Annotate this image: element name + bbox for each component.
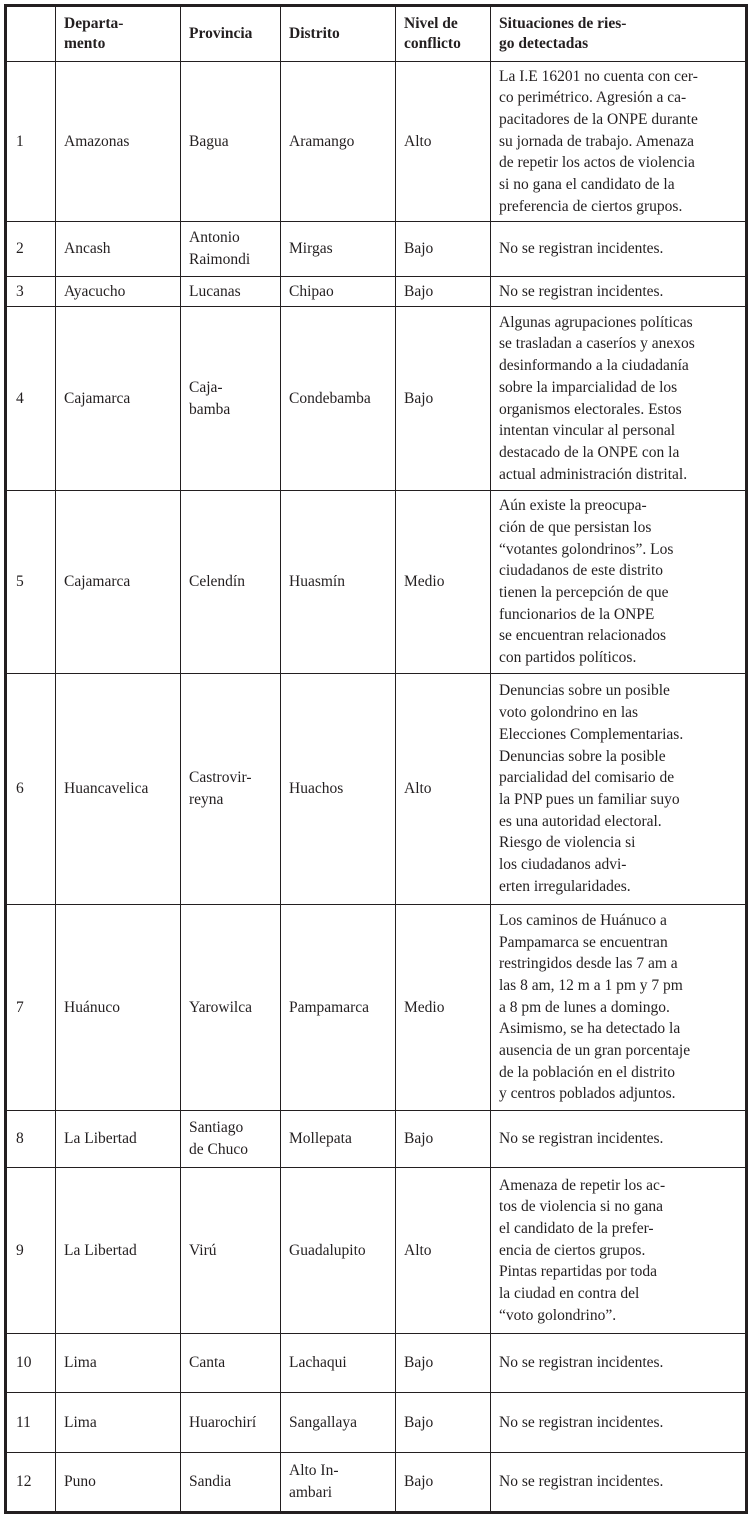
cell-number: 6	[6, 674, 56, 905]
cell-departamento: Lima	[56, 1334, 181, 1393]
table-row	[6, 1393, 747, 1453]
table-row	[6, 491, 747, 674]
table-row	[6, 1168, 747, 1334]
header-number	[6, 6, 56, 62]
table-row	[6, 277, 747, 307]
cell-number: 7	[6, 905, 56, 1111]
cell-departamento: Cajamarca	[56, 491, 181, 674]
table-row	[6, 905, 747, 1111]
cell-departamento: Cajamarca	[56, 307, 181, 491]
cell-provincia: Celendín	[181, 491, 281, 674]
cell-number: 12	[6, 1453, 56, 1513]
cell-distrito: Alto In- ambari	[281, 1453, 396, 1513]
header-situaciones-riesgo: Situaciones de ries- go detectadas	[491, 6, 747, 62]
cell-provincia: Caja- bamba	[181, 307, 281, 491]
cell-provincia: Santiago de Chuco	[181, 1111, 281, 1168]
cell-departamento: Lima	[56, 1393, 181, 1453]
cell-number: 3	[6, 277, 56, 307]
cell-distrito: Aramango	[281, 62, 396, 222]
cell-departamento: Ayacucho	[56, 277, 181, 307]
cell-provincia: Antonio Raimondi	[181, 222, 281, 277]
cell-situaciones-riesgo: Aún existe la preocupa- ción de que persistan los “votantes golondrinos”. Los ciudadanos de este distrito tienen la percepción de que funcionarios de la ONPE se encuentran relacionados con partidos políticos.	[491, 491, 747, 674]
cell-distrito: Huachos	[281, 674, 396, 905]
table-row	[6, 62, 747, 222]
cell-situaciones-riesgo: Los caminos de Huánuco a Pampamarca se encuentran restringidos desde las 7 am a las 8 am, 12 m a 1 pm y 7 pm a 8 pm de lunes a domingo. Asimismo, se ha detectado la ausencia de un gran porcentaje de la población en el distrito y centros poblados adjuntos.	[491, 905, 747, 1111]
cell-number: 11	[6, 1393, 56, 1453]
cell-number: 1	[6, 62, 56, 222]
cell-departamento: Ancash	[56, 222, 181, 277]
table-row	[6, 674, 747, 905]
cell-distrito: Huasmín	[281, 491, 396, 674]
cell-departamento: La Libertad	[56, 1111, 181, 1168]
cell-departamento: Amazonas	[56, 62, 181, 222]
header-row	[6, 6, 747, 62]
cell-nivel-conflicto: Bajo	[396, 1111, 491, 1168]
cell-nivel-conflicto: Alto	[396, 62, 491, 222]
cell-situaciones-riesgo: No se registran incidentes.	[491, 222, 747, 277]
cell-nivel-conflicto: Bajo	[396, 1453, 491, 1513]
cell-situaciones-riesgo: No se registran incidentes.	[491, 1111, 747, 1168]
table-row	[6, 1111, 747, 1168]
cell-nivel-conflicto: Alto	[396, 1168, 491, 1334]
cell-provincia: Huarochirí	[181, 1393, 281, 1453]
cell-departamento: Puno	[56, 1453, 181, 1513]
cell-departamento: Huánuco	[56, 905, 181, 1111]
cell-provincia: Castrovir- reyna	[181, 674, 281, 905]
cell-situaciones-riesgo: Amenaza de repetir los ac- tos de violencia si no gana el candidato de la prefer- encia de ciertos grupos. Pintas repartidas por toda la ciudad en contra del “voto golondrino”.	[491, 1168, 747, 1334]
cell-situaciones-riesgo: No se registran incidentes.	[491, 1393, 747, 1453]
cell-number: 5	[6, 491, 56, 674]
cell-distrito: Guadalupito	[281, 1168, 396, 1334]
cell-provincia: Bagua	[181, 62, 281, 222]
cell-situaciones-riesgo: La I.E 16201 no cuenta con cer- co perimétrico. Agresión a ca- pacitadores de la ONPE durante su jornada de trabajo. Amenaza de repetir los actos de violencia si no gana el candidato de la preferencia de ciertos grupos.	[491, 62, 747, 222]
cell-nivel-conflicto: Bajo	[396, 307, 491, 491]
header-nivel-conflicto: Nivel de conflicto	[396, 6, 491, 62]
cell-number: 9	[6, 1168, 56, 1334]
cell-provincia: Sandia	[181, 1453, 281, 1513]
header-departamento: Departa- mento	[56, 6, 181, 62]
cell-departamento: La Libertad	[56, 1168, 181, 1334]
header-provincia: Provincia	[181, 6, 281, 62]
cell-distrito: Pampamarca	[281, 905, 396, 1111]
cell-situaciones-riesgo: No se registran incidentes.	[491, 277, 747, 307]
cell-distrito: Mirgas	[281, 222, 396, 277]
cell-distrito: Condebamba	[281, 307, 396, 491]
cell-number: 8	[6, 1111, 56, 1168]
cell-situaciones-riesgo: Denuncias sobre un posible voto golondrino en las Elecciones Complementarias. Denuncias sobre la posible parcialidad del comisario de la PNP pues un familiar suyo es una autoridad electoral. Riesgo de violencia si los ciudadanos advi- erten irregularidades.	[491, 674, 747, 905]
cell-distrito: Mollepata	[281, 1111, 396, 1168]
cell-nivel-conflicto: Bajo	[396, 222, 491, 277]
cell-provincia: Virú	[181, 1168, 281, 1334]
cell-distrito: Sangallaya	[281, 1393, 396, 1453]
cell-distrito: Chipao	[281, 277, 396, 307]
cell-number: 10	[6, 1334, 56, 1393]
cell-nivel-conflicto: Medio	[396, 905, 491, 1111]
cell-situaciones-riesgo: Algunas agrupaciones políticas se trasladan a caseríos y anexos desinformando a la ciudadanía sobre la imparcialidad de los organismos electorales. Estos intentan vincular al personal destacado de la ONPE con la actual administración distrital.	[491, 307, 747, 491]
header-distrito: Distrito	[281, 6, 396, 62]
conflict-risk-table	[4, 4, 748, 1514]
cell-situaciones-riesgo: No se registran incidentes.	[491, 1453, 747, 1513]
table-row	[6, 307, 747, 491]
cell-distrito: Lachaqui	[281, 1334, 396, 1393]
cell-nivel-conflicto: Bajo	[396, 1393, 491, 1453]
table-row	[6, 222, 747, 277]
cell-provincia: Lucanas	[181, 277, 281, 307]
cell-departamento: Huancavelica	[56, 674, 181, 905]
cell-nivel-conflicto: Bajo	[396, 277, 491, 307]
cell-nivel-conflicto: Alto	[396, 674, 491, 905]
table-row	[6, 1334, 747, 1393]
cell-number: 2	[6, 222, 56, 277]
cell-nivel-conflicto: Bajo	[396, 1334, 491, 1393]
cell-nivel-conflicto: Medio	[396, 491, 491, 674]
cell-provincia: Canta	[181, 1334, 281, 1393]
table-row	[6, 1453, 747, 1513]
cell-provincia: Yarowilca	[181, 905, 281, 1111]
cell-number: 4	[6, 307, 56, 491]
cell-situaciones-riesgo: No se registran incidentes.	[491, 1334, 747, 1393]
